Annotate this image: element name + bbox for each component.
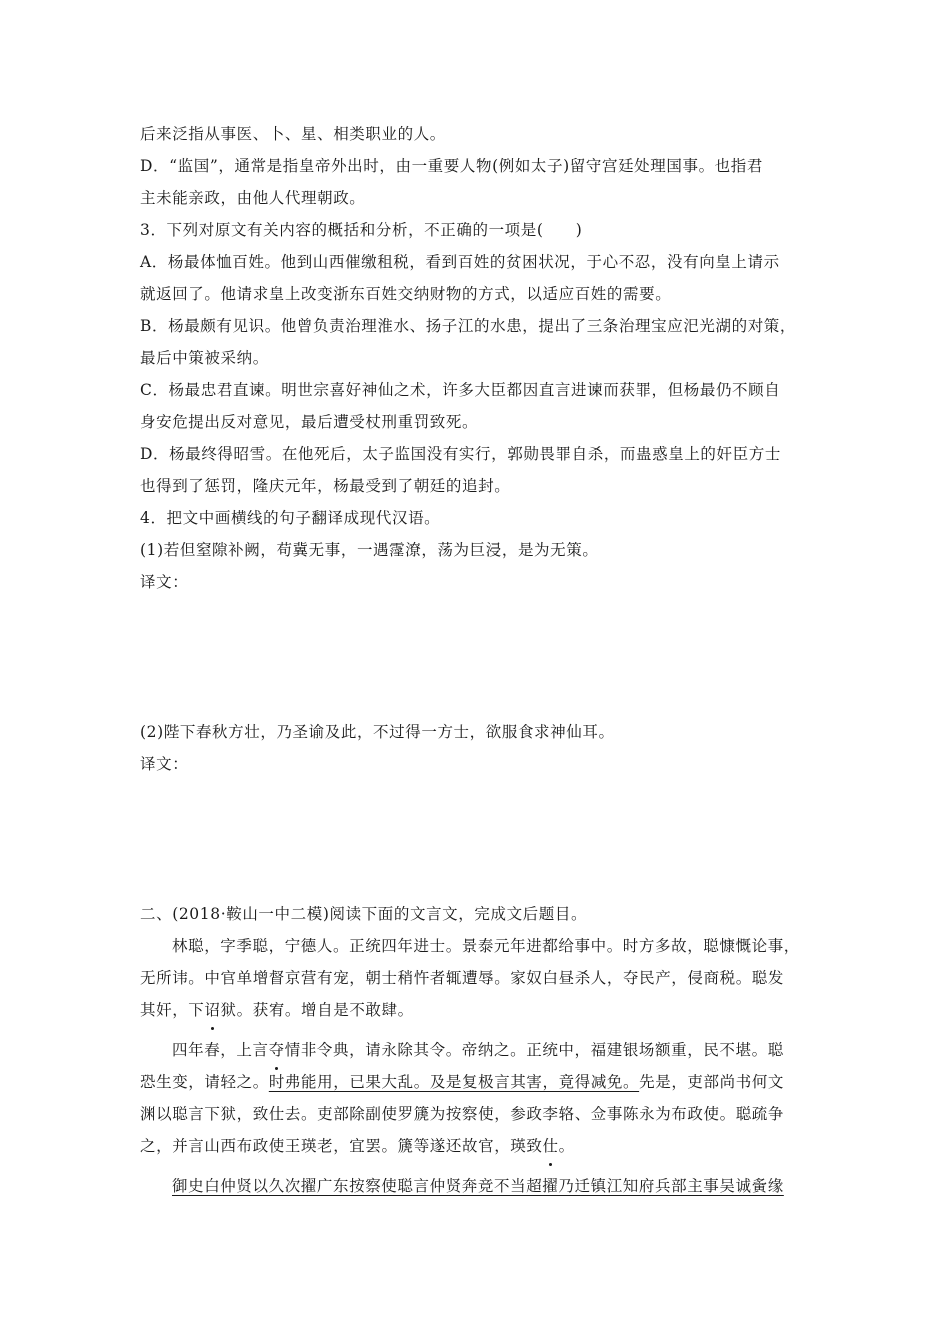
q3-option-a-line-2: 就返回了。他请求皇上改变浙东百姓交纳财物的方式，以适应百姓的需要。: [140, 285, 672, 303]
option-d-line-2: 主未能亲政，由他人代理朝政。: [140, 189, 366, 207]
question-4-stem: 4．把文中画横线的句子翻译成现代汉语。: [140, 509, 441, 527]
option-c-continuation: 后来泛指从事医、卜、星、相类职业的人。: [140, 125, 446, 143]
q4-sentence-2: (2)陛下春秋方壮，乃圣谕及此，不过得一方士，欲服食求神仙耳。: [140, 723, 615, 741]
q3-option-c-line-2: 身安危提出反对意见，最后遭受杖刑重罚致死。: [140, 413, 479, 431]
text-run: 先是，吏部尚书何文: [639, 1073, 785, 1091]
passage-2-p1-line-1: 林聪，字季聪，宁德人。正统四年进士。景泰元年进都给事中。时方多故，聪慷慨论事，: [172, 937, 800, 955]
passage-2-p1-line-3: [140, 994, 816, 1026]
q3-option-b-line-1: B．杨最颇有见识。他曾负责治理淮水、扬子江的水患，提出了三条治理宝应汜光湖的对策，: [140, 317, 796, 335]
text-run: 。: [558, 1137, 575, 1155]
underlined-sentence: 御史白仲贤以久次擢广东按察使聪言仲贤奔竞不当超擢乃迁镇江知府兵部主事吴诚夤缘: [172, 1177, 784, 1195]
text-run: 之，并言山西布政使王瑛老，宜罢。篪等遂还故官，瑛致: [140, 1137, 543, 1155]
text-run: 情非令典，请永除其令。帝纳之。正统中，福建银场额重，民不堪。聪: [284, 1041, 784, 1059]
q4-answer-label-1: 译文：: [140, 573, 189, 591]
text-run: 恐生变，请轻之。: [140, 1073, 269, 1091]
passage-2-p2-line-2: [140, 1066, 816, 1098]
passage-2-p2-line-3: 渊以聪言下狱，致仕去。吏部除副使罗篪为按察使，参政李辂、佥事陈永为布政使。聪疏争: [140, 1105, 785, 1123]
question-3-stem: 3．下列对原文有关内容的概括和分析，不正确的一项是( ): [140, 221, 583, 239]
text-run: 四年春，上言: [172, 1041, 269, 1059]
option-d-line-1: D．“监国”，通常是指皇帝外出时，由一重要人物(例如太子)留守宫廷处理国事。也指君: [140, 157, 763, 175]
underlined-sentence: 时弗能用，已果大乱。及是复极言其害，竟得减免。: [268, 1073, 640, 1091]
answer-space-1[interactable]: [140, 598, 816, 716]
passage-2-p2-line-1: [140, 1034, 816, 1066]
text-run: 狱。获宥。增自是不敢肆。: [220, 1001, 414, 1019]
emphasis-dot-char: 夺: [269, 1034, 285, 1066]
q3-option-c-line-1: C．杨最忠君直谏。明世宗喜好神仙之术，许多大臣都因直言进谏而获罪，但杨最仍不顾自: [140, 381, 781, 399]
passage-2-p1-line-2: 无所讳。中官单增督京营有宠，朝士稍忤者辄遭辱。家奴白昼杀人，夺民产，侵商税。聪发: [140, 969, 785, 987]
text-run: 其奸，下: [140, 1001, 205, 1019]
emphasis-dot-char: 诏: [204, 994, 220, 1026]
passage-2-p3-line-1: [140, 1170, 816, 1202]
q4-sentence-1: (1)若但窒隙补阙，苟冀无事，一遇霪潦，荡为巨浸，是为无策。: [140, 541, 599, 559]
emphasis-dot-char: 仕: [543, 1130, 559, 1162]
answer-space-2[interactable]: [140, 780, 816, 898]
section-2-heading: 二、(2018·鞍山一中二模)阅读下面的文言文，完成文后题目。: [140, 905, 588, 923]
document-page: [140, 118, 816, 1202]
q3-option-a-line-1: A．杨最体恤百姓。他到山西催缴租税，看到百姓的贫困状况，于心不忍，没有向皇上请示: [140, 253, 780, 271]
q3-option-d-line-1: D．杨最终得昭雪。在他死后，太子监国没有实行，郭勋畏罪自杀，而蛊惑皇上的奸臣方士: [140, 445, 781, 463]
q3-option-b-line-2: 最后中策被采纳。: [140, 349, 269, 367]
passage-2-p2-line-4: [140, 1130, 816, 1162]
q4-answer-label-2: 译文：: [140, 755, 189, 773]
q3-option-d-line-2: 也得到了惩罚，隆庆元年，杨最受到了朝廷的追封。: [140, 477, 511, 495]
